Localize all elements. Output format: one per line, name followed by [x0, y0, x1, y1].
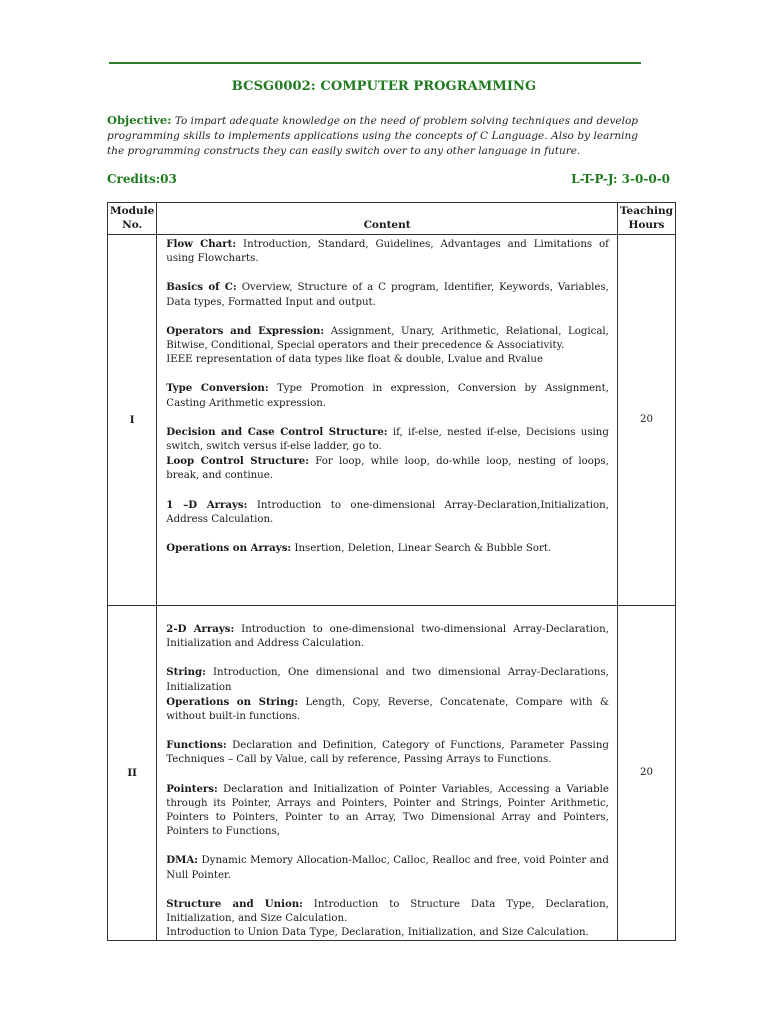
topic-heading: Operators and Expression:	[166, 324, 325, 337]
topic-item	[166, 665, 609, 694]
topic-text: Introduction, One dimensional and two dimensional Array-Declarations, Initialization	[166, 667, 609, 693]
teaching-hours: 20	[617, 235, 675, 606]
topic-text: Introduction to one-dimensional Array-Declaration,Initialization, Address Calculation.	[166, 499, 609, 525]
header-module: Module No.	[108, 203, 157, 235]
topic-heading: Functions:	[166, 739, 227, 752]
header-hours: Teaching Hours	[617, 203, 675, 235]
topic-text: Length, Copy, Reverse, Concatenate, Compare with & without built-in functions.	[166, 696, 609, 723]
topic-extra: Introduction to Union Data Type, Declaration, Initialization, and Size Calculation.	[166, 927, 589, 939]
topic-item	[166, 454, 609, 483]
topic-heading: Flow Chart:	[166, 238, 237, 250]
credits-label: Credits:03	[107, 172, 177, 186]
module-number: II	[108, 606, 157, 941]
module-content	[157, 235, 618, 606]
topic-text: Assignment, Unary, Arithmetic, Relational, Logical, Bitwise, Conditional, Special operators and their precedence & Associativity.	[166, 325, 609, 352]
topic-extra: IEEE representation of data types like float & double, Lvalue and Rvalue	[166, 354, 543, 366]
ltpj-label: L-T-P-J: 3-0-0-0	[571, 172, 670, 186]
topic-heading: Loop Control Structure:	[166, 455, 310, 468]
topic-item	[166, 738, 609, 767]
topic-heading: Type Conversion:	[166, 382, 269, 395]
topic-item	[166, 324, 609, 353]
topic-item	[166, 622, 609, 651]
topic-text: Introduction to Structure Data Type, Declaration, Initialization, and Size Calculation.	[166, 898, 609, 925]
topic-heading: Pointers:	[166, 782, 218, 795]
topic-text: if, if-else, nested if-else, Decisions using switch, switch versus if-else ladder, go to.	[166, 426, 609, 453]
topic-item	[166, 280, 609, 309]
topic-heading: Basics of C:	[166, 281, 237, 294]
top-divider	[109, 62, 641, 64]
topic-heading: String:	[166, 666, 206, 679]
course-title: BCSG0002: COMPUTER PROGRAMMING	[231, 79, 537, 94]
objective-paragraph	[107, 113, 638, 159]
topic-text: Overview, Structure of a C program, Identifier, Keywords, Variables, Data types, Formatted Input and output.	[166, 282, 609, 308]
syllabus-table	[107, 202, 676, 941]
topic-item	[166, 425, 609, 454]
topic-item	[166, 695, 609, 724]
topic-item	[166, 853, 609, 882]
topic-heading: Structure and Union:	[166, 897, 303, 910]
topic-text: Type Promotion in expression, Conversion by Assignment, Casting Arithmetic expression.	[166, 383, 609, 409]
topic-item	[166, 381, 609, 410]
table-header-row	[108, 203, 676, 235]
topic-text: Declaration and Definition, Category of Functions, Parameter Passing Techniques – Call by Value, call by reference, Passing Arrays to Functions.	[166, 740, 609, 766]
module-content	[157, 606, 618, 941]
table-row	[108, 235, 676, 606]
topic-text: For loop, while loop, do-while loop, nesting of loops, break, and continue.	[166, 456, 609, 482]
topic-heading: DMA:	[166, 854, 199, 867]
objective-label: Objective:	[107, 113, 172, 127]
topic-heading: Decision and Case Control Structure:	[166, 425, 388, 438]
topic-text: Declaration and Initialization of Pointer Variables, Accessing a Variable through its Pointer, Arrays and Pointers, Pointer and Strings, Pointer Arithmetic, Pointers to Pointers, Pointer to an Array, Two Dimensional Array and Pointers, Pointers to Functions,	[166, 783, 609, 838]
topic-item	[166, 237, 609, 266]
teaching-hours: 20	[617, 606, 675, 941]
topic-text: Introduction, Standard, Guidelines, Advantages and Limitations of using Flowcharts.	[166, 239, 609, 265]
topic-heading: Operations on String:	[166, 695, 299, 708]
topic-text: Insertion, Deletion, Linear Search & Bubble Sort.	[294, 543, 552, 555]
topic-item	[166, 541, 609, 556]
topic-item	[166, 897, 609, 926]
header-content: Content	[157, 203, 618, 235]
topic-text: Dynamic Memory Allocation-Malloc, Calloc, Realloc and free, void Pointer and Null Pointer.	[166, 855, 609, 881]
table-row	[108, 606, 676, 941]
module-number: I	[108, 235, 157, 606]
topic-heading: Operations on Arrays:	[166, 542, 292, 555]
topic-text: Introduction to one-dimensional two-dimensional Array-Declaration, Initialization and Address Calculation.	[166, 624, 609, 650]
objective-text: To impart adequate knowledge on the need of problem solving techniques and develop programming skills to implements applications using the concepts of C Language. Also by learning the programming constructs they can easily switch over to any other language in future.	[107, 115, 639, 157]
topic-heading: 2-D Arrays:	[166, 623, 235, 635]
topic-heading: 1 –D Arrays:	[166, 498, 248, 511]
topic-item	[166, 498, 609, 527]
topic-item	[166, 782, 609, 840]
